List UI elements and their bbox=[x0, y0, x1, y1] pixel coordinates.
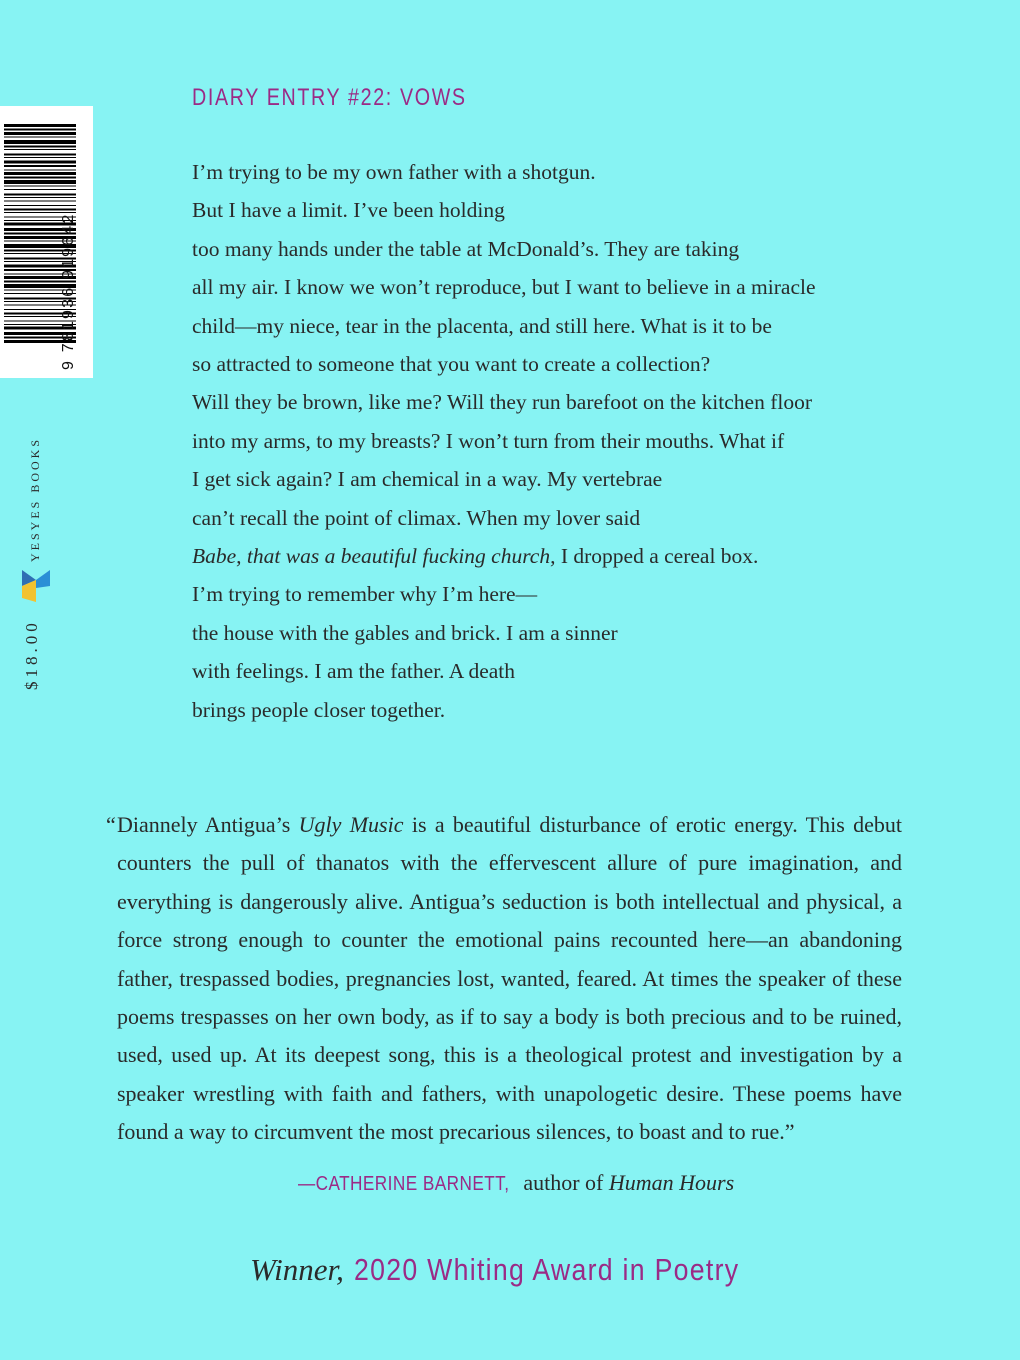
poem-line bbox=[192, 537, 816, 575]
poem-line: can’t recall the point of climax. When my lover said bbox=[192, 505, 641, 530]
barcode-bar bbox=[4, 197, 76, 198]
blurb-book-title: Ugly Music bbox=[298, 812, 404, 837]
award-winner: Winner, bbox=[250, 1252, 344, 1287]
poem-line: I get sick again? I am chemical in a way. My vertebrae bbox=[192, 467, 663, 492]
barcode bbox=[0, 106, 93, 378]
blurb-attribution bbox=[298, 1170, 734, 1196]
poem-body bbox=[192, 153, 816, 729]
barcode-bar bbox=[4, 161, 76, 164]
award-line bbox=[250, 1252, 802, 1288]
poem-line: brings people closer together. bbox=[192, 697, 446, 722]
poem-line-rest: I dropped a cereal box. bbox=[560, 544, 759, 569]
barcode-bar bbox=[4, 172, 76, 175]
barcode-bar bbox=[4, 140, 76, 144]
isbn-number: 9 781936 919642 bbox=[60, 212, 77, 370]
poem-line: the house with the gables and brick. I am a sinner bbox=[192, 620, 618, 645]
poem-italic-phrase: Babe, that was a beautiful fucking church, bbox=[192, 544, 556, 569]
barcode-bar bbox=[4, 180, 76, 184]
barcode-bar bbox=[4, 209, 76, 211]
poem-line: But I have a limit. I’ve been holding bbox=[192, 198, 505, 223]
barcode-bar bbox=[4, 146, 76, 148]
poem-line: so attracted to someone that you want to create a collection? bbox=[192, 352, 711, 377]
price: $18.00 bbox=[22, 619, 41, 690]
barcode-bar bbox=[4, 132, 76, 135]
barcode-bar bbox=[4, 129, 76, 131]
poem-line: into my arms, to my breasts? I won’t turn from their mouths. What if bbox=[192, 428, 785, 453]
barcode-bar bbox=[4, 170, 76, 171]
poem-line: all my air. I know we won’t reproduce, but I want to believe in a miracle bbox=[192, 275, 816, 300]
barcode-bar bbox=[4, 124, 76, 127]
open-quote-mark: “ bbox=[106, 812, 116, 837]
blurb-text-start: Diannely Antigua’s bbox=[117, 812, 299, 837]
poem-line: I’m trying to be my own father with a shotgun. bbox=[192, 160, 596, 184]
barcode-bar bbox=[4, 157, 76, 158]
barcode-bar bbox=[4, 149, 76, 150]
blurb-text-rest: is a beautiful disturbance of erotic energy. This debut counters the pull of thanatos with the effervescent allure of pure imagination, and everything is dangerously alive. Antigua’s seduction is both intellectual and physical, a force strong enough to counter the emotional pains recounted here—an abandoning father, trespassed bodies, pregnancies lost, wanted, feared. At times the speaker of these poems trespasses on her own body, as if to say a body is both precious and to be ruined, used, used up. At its deepest song, this is a theological protest and investigation by a speaker wrestling with faith and fathers, with unapologetic desire. These poems have found a way to circumvent the most precarious silences, to boast and to rue.” bbox=[117, 812, 902, 1145]
blurb-quote bbox=[106, 806, 902, 1152]
poem-line: Will they be brown, like me? Will they run barefoot on the kitchen floor bbox=[192, 390, 813, 415]
barcode-bars bbox=[0, 106, 93, 378]
publisher-name: YESYES BOOKS bbox=[28, 436, 42, 562]
barcode-bar bbox=[4, 165, 76, 167]
barcode-bar bbox=[4, 177, 76, 179]
barcode-bar bbox=[4, 186, 76, 187]
poem-line: too many hands under the table at McDonald’s. They are taking bbox=[192, 236, 740, 261]
barcode-bar bbox=[4, 201, 76, 202]
attribution-name: —CATHERINE BARNETT, bbox=[298, 1173, 510, 1195]
poem-title: DIARY ENTRY #22: VOWS bbox=[192, 84, 467, 111]
attribution-work: Human Hours bbox=[608, 1170, 735, 1195]
barcode-bar bbox=[4, 137, 76, 138]
poem-line: I’m trying to remember why I’m here— bbox=[192, 582, 538, 607]
barcode-bar bbox=[4, 205, 76, 206]
award-text: 2020 Whiting Award in Poetry bbox=[353, 1252, 740, 1287]
poem-line: child—my niece, tear in the placenta, and still here. What is it to be bbox=[192, 313, 772, 338]
poem-line: with feelings. I am the father. A death bbox=[192, 659, 516, 684]
publisher-logo-icon bbox=[22, 570, 50, 602]
barcode-bar bbox=[4, 189, 76, 190]
barcode-bar bbox=[4, 154, 76, 156]
attribution-author-of: author of bbox=[523, 1170, 604, 1195]
barcode-bar bbox=[4, 194, 76, 196]
